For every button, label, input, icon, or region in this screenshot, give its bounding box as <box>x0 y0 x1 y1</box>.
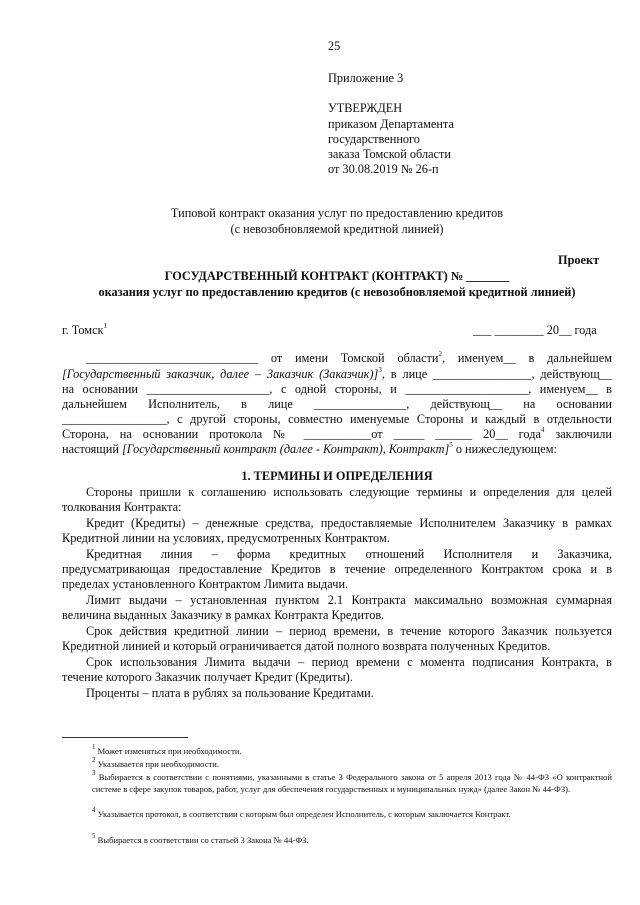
definition-limit: Лимит выдачи – установленная пунктом 2.1 Контракта максимально возможная суммарная <box>86 593 612 607</box>
approved-line: государственного <box>328 132 420 146</box>
intro-line: Сторона, на основании протокола № ___________от _____ ______ 20__ года$^4$ заключили <box>62 425 612 441</box>
footnote-separator <box>62 737 188 738</box>
document-subtitle: (с невозобновляемой кредитной линией) <box>230 222 444 236</box>
document-title: Типовой контракт оказания услуг по предоставлению кредитов <box>170 206 504 220</box>
definition-credit-line: Кредитная линия – форма кредитных отношений Исполнителя и Заказчика, <box>86 547 612 561</box>
footnote: $^1$ Может изменяться при необходимости. <box>92 743 242 756</box>
contract-heading: ГОСУДАРСТВЕННЫЙ КОНТРАКТ (КОНТРАКТ) № _______ <box>164 269 510 283</box>
footnote: $^5$ Выбирается в соответствии со статьей 3 Закона № 44-ФЗ. <box>92 832 309 845</box>
paragraph-line: Кредитной линией и который ограничивается датой полного возврата полученных Кредитов. <box>62 639 551 653</box>
intro-line: настоящий [Государственный контракт (далее - Контракт), Контракт]$^5$ о нижеследующем: <box>62 440 557 456</box>
appendix-label: Приложение 3 <box>328 71 404 85</box>
city-label: г. Томск$^1$ <box>62 321 108 337</box>
intro-line: _________________, с другой стороны, совместно именуемые Стороны и каждый в отдельности <box>62 412 612 426</box>
paragraph-line: течение которого Заказчик получает Кредит (Кредиты). <box>62 670 353 684</box>
paragraph-line: Стороны пришли к соглашению использовать следующие термины и определения для целей <box>86 485 612 499</box>
footnote: $^3$ Выбирается в соответствии с понятиями, указанными в статье 3 Федерального закона от 5 апреля 2013 года № 44-ФЗ «О контрактной системе в сфере закупок товаров, работ, услуг для обеспечения государственных и муниципальных нужд» (далее Закон № 44-ФЗ). <box>92 769 612 794</box>
definition-usage-period: Срок использования Лимита выдачи – период времени с момента подписания Контракта, в <box>86 655 612 669</box>
definition-interest: Проценты – плата в рублях за пользование Кредитами. <box>86 686 374 700</box>
paragraph-line: Кредитной линии на условиях, предусмотренных Контрактом. <box>62 531 390 545</box>
draft-label: Проект <box>558 253 600 267</box>
approved-line: от 30.08.2019 № 26-п <box>328 162 439 176</box>
paragraph-line: предусматривающая предоставление Кредитов в течение определенного Контрактом срока и в <box>62 562 612 576</box>
intro-line: ____________________________ от имени Томской области$^2$, именуем__ в дальнейшем <box>86 349 612 365</box>
paragraph-line: пределах установленного Контрактом Лимита выдачи. <box>62 577 349 591</box>
footnote-ref: 1 <box>103 321 108 330</box>
paragraph-line: величина выданных Заказчику в рамках Контракта Кредитов. <box>62 608 385 622</box>
approved-line: УТВЕРЖДЕН <box>328 101 403 115</box>
page-number: 25 <box>328 39 341 53</box>
intro-line: на основании ____________________, с одной стороны, и ____________________, именуем__ в <box>62 382 612 396</box>
contract-date: ___ ________ 20__ года <box>473 323 597 337</box>
footnote: $^2$ Указывается при необходимости. <box>92 756 220 769</box>
paragraph-line: толкования Контракта: <box>62 500 182 514</box>
section-heading: 1. ТЕРМИНЫ И ОПРЕДЕЛЕНИЯ <box>241 469 433 483</box>
footnote: $^4$ Указывается протокол, в соответствии с которым был определен Исполнитель, с которым заключается Контракт. <box>92 806 511 819</box>
contract-subheading: оказания услуг по предоставлению кредитов (с невозобновляемой кредитной линией) <box>98 285 576 299</box>
intro-line: [Государственный заказчик, далее – Заказчик (Заказчик)]$^3$, в лице ________________, действующ__ <box>62 365 612 381</box>
definition-credit: Кредит (Кредиты) – денежные средства, предоставляемые Исполнителем Заказчику в рамках <box>86 516 612 530</box>
approved-line: приказом Департамента <box>328 117 454 131</box>
intro-line: дальнейшем Исполнитель, в лице _______________, действующ__ на основании <box>62 397 612 411</box>
approved-line: заказа Томской области <box>328 147 451 161</box>
definition-term: Срок действия кредитной линии – период времени, в течение которого Заказчик пользуется <box>86 624 612 638</box>
